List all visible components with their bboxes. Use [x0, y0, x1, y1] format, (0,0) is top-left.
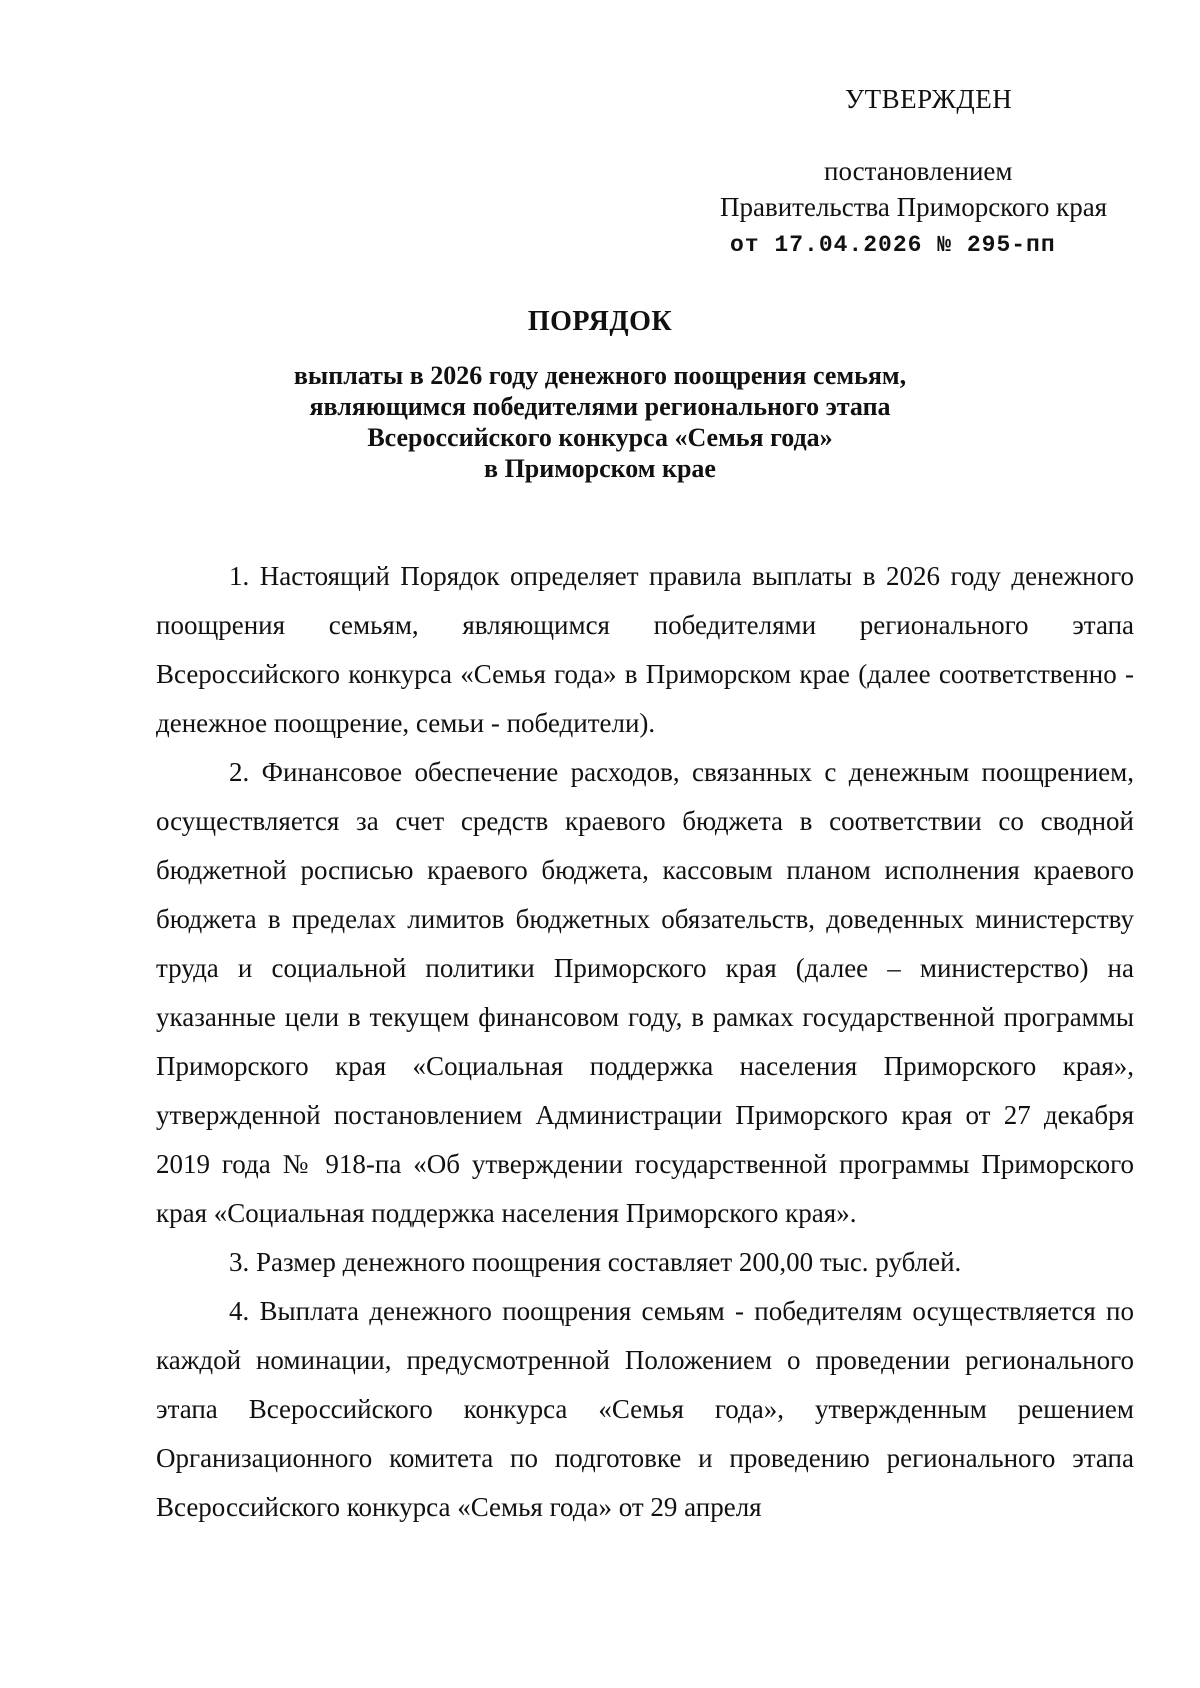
approved-heading: УТВЕРЖДЕН [845, 84, 1013, 114]
document-subtitle [0, 360, 1200, 484]
subtitle-line: являющимся победителями регионального этапа [309, 392, 891, 421]
paragraph-2: 2. Финансовое обеспечение расходов, связанных с денежным поощрением, осуществляется за счет средств краевого бюджета в соответствии со сводной бюджетной росписью краевого бюджета, кассовым планом исполнения краевого бюджета в пределах лимитов бюджетных обязательств, доведенных министерству труда и социальной политики Приморского края (далее – министерство) на указанные цели в текущем финансовом году, в рамках государственной программы Приморского края «Социальная поддержка населения Приморского края», утвержденной постановлением Администрации Приморского края от 27 декабря 2019 года № 918-па «Об утверждении государственной программы Приморского края «Социальная поддержка населения Приморского края». [156, 757, 1134, 1228]
document-body [156, 552, 1134, 1532]
date-number-stamp: от 17.04.2026 № 295-пп [730, 232, 1056, 258]
approved-by-line-2: Правительства Приморского края [720, 192, 1108, 222]
paragraph-4: 4. Выплата денежного поощрения семьям - победителям осуществляется по каждой номинации, предусмотренной Положением о проведении регионального этапа Всероссийского конкурса «Семья года», утвержденным решением Организационного комитета по подготовке и проведению регионального этапа Всероссийского конкурса «Семья года» от 29 апреля [156, 1296, 1134, 1522]
subtitle-line: выплаты в 2026 году денежного поощрения семьям, [293, 361, 907, 390]
subtitle-line: Всероссийского конкурса «Семья года» [367, 423, 833, 452]
document-title: ПОРЯДОК [527, 306, 673, 337]
paragraph-3: 3. Размер денежного поощрения составляет 200,00 тыс. рублей. [229, 1247, 962, 1277]
approved-by-line-1: постановлением [824, 156, 1013, 186]
paragraph-1: 1. Настоящий Порядок определяет правила выплаты в 2026 году денежного поощрения семьям, являющимся победителями регионального этапа Всероссийского конкурса «Семья года» в Приморском крае (далее соответственно - денежное поощрение, семьи - победители). [156, 561, 1134, 738]
subtitle-line: в Приморском крае [484, 454, 716, 483]
